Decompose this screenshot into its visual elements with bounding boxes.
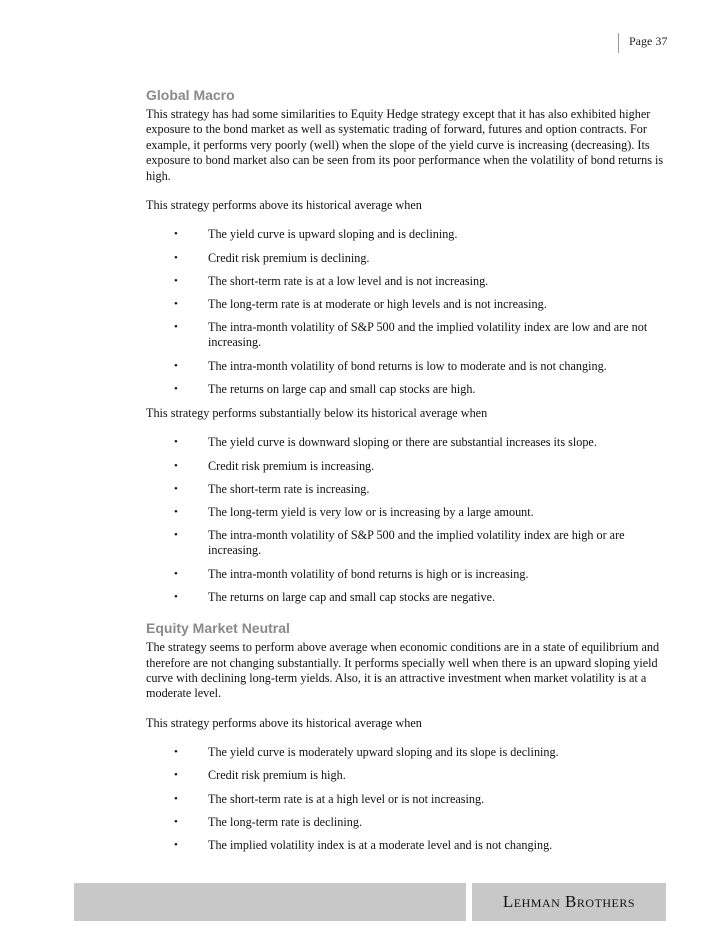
bullet-icon: • [174, 590, 178, 603]
list-item: • The short-term rate is at a high level or is not increasing. [174, 791, 485, 806]
list-item: • The returns on large cap and small cap stocks are high. [174, 381, 476, 396]
equity-market-neutral-above-list [146, 745, 666, 853]
list-item: • The yield curve is moderately upward sloping and its slope is declining. [174, 745, 559, 760]
bullet-icon: • [174, 251, 178, 264]
bullet-icon: • [174, 321, 178, 334]
list-item: • The yield curve is upward sloping and is declining. [174, 227, 458, 242]
list-item: • Credit risk premium is increasing. [174, 458, 375, 473]
bullet-icon: • [174, 506, 178, 519]
page-number: Page 37 [618, 33, 667, 53]
bullet-icon: • [174, 529, 178, 542]
bullet-icon: • [174, 382, 178, 395]
list-item: • The short-term rate is increasing. [174, 481, 370, 496]
bullet-icon: • [174, 436, 178, 449]
document-body [146, 86, 666, 862]
bullet-icon: • [174, 298, 178, 311]
global-macro-intro: This strategy has had some similarities to Equity Hedge strategy except that it has also exhibited higher exposure to the bond market as well as systematic trading of forward, futures and option contracts. For example, it performs very poorly (well) when the slope of the yield curve is increasing (decreasing). Its exposure to bond market also can be seen from its poor performance when the volatility of bond returns is high. [146, 107, 664, 183]
section-title-equity-market-neutral: Equity Market Neutral [146, 620, 290, 637]
list-item: • The intra-month volatility of bond returns is low to moderate and is not changing. [174, 358, 607, 373]
bullet-icon: • [174, 567, 178, 580]
bullet-icon: • [174, 274, 178, 287]
bullet-icon: • [174, 228, 178, 241]
equity-market-neutral-intro: The strategy seems to perform above average when economic conditions are in a state of equilibrium and therefore are not changing substantially. It performs specially well when there is an upward sloping yield curve with declining long-term yields. Also, it is an attractive investment when market volatility is at a moderate level. [146, 640, 660, 701]
equity-market-neutral-above-lead: This strategy performs above its historical average when [146, 715, 422, 730]
bullet-icon: • [174, 482, 178, 495]
global-macro-below-list [146, 435, 666, 605]
list-item: • The long-term yield is very low or is increasing by a large amount. [174, 505, 534, 520]
list-item: • The long-term rate is declining. [174, 814, 362, 829]
global-macro-above-lead: This strategy performs above its historical average when [146, 198, 422, 213]
section-title-global-macro: Global Macro [146, 87, 235, 103]
list-item: • Credit risk premium is high. [174, 768, 346, 783]
list-item: • The yield curve is downward sloping or there are substantial increases its slope. [174, 435, 597, 450]
list-item: • The returns on large cap and small cap stocks are negative. [174, 589, 496, 604]
global-macro-below-lead: This strategy performs substantially below its historical average when [146, 406, 488, 421]
list-item: • The short-term rate is at a low level and is not increasing. [174, 273, 489, 288]
footer-bar [74, 883, 466, 921]
bullet-icon: • [174, 838, 178, 851]
global-macro-above-list [146, 227, 666, 397]
list-item: • Credit risk premium is declining. [174, 250, 370, 265]
bullet-icon: • [174, 359, 178, 372]
bullet-icon: • [174, 459, 178, 472]
list-item: • The intra-month volatility of S&P 500 and the implied volatility index are low and are not increasing. [174, 320, 648, 350]
list-item: • The intra-month volatility of S&P 500 and the implied volatility index are high or are increasing. [174, 528, 625, 558]
bullet-icon: • [174, 815, 178, 828]
bullet-icon: • [174, 769, 178, 782]
list-item: • The intra-month volatility of bond returns is high or is increasing. [174, 566, 529, 581]
bullet-icon: • [174, 792, 178, 805]
list-item: • The implied volatility index is at a moderate level and is not changing. [174, 837, 553, 852]
list-item: • The long-term rate is at moderate or high levels and is not increasing. [174, 297, 547, 312]
brand-logo: Lehman Brothers [472, 883, 666, 921]
bullet-icon: • [174, 746, 178, 759]
